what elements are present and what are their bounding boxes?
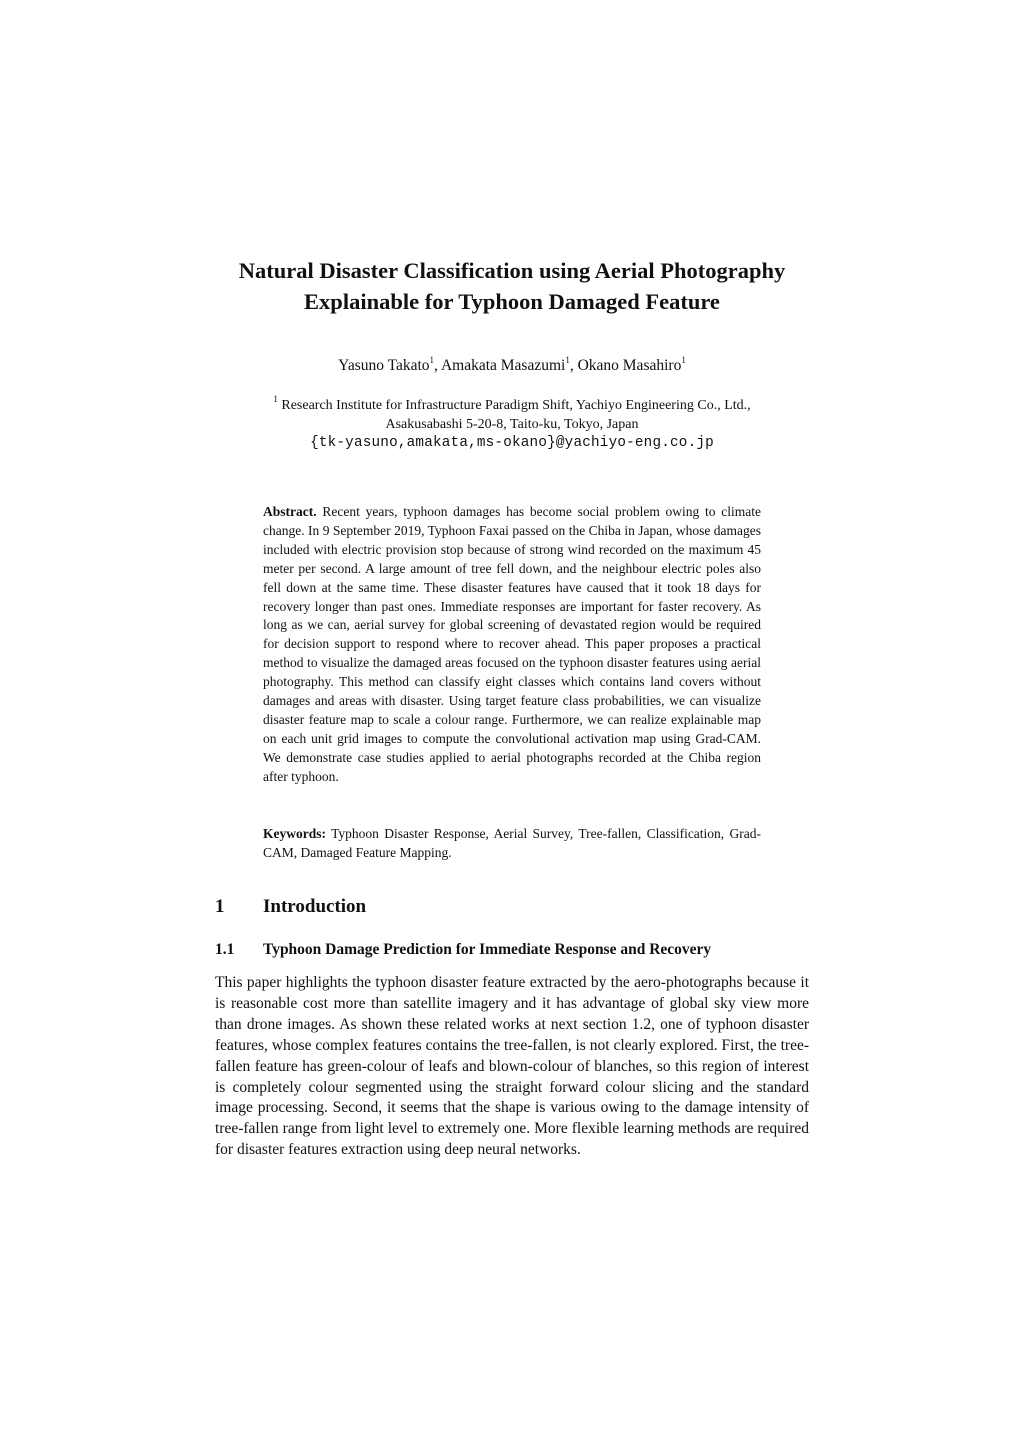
section-heading (215, 895, 366, 919)
section-number: 1 (215, 896, 225, 917)
subsection-number: 1.1 (215, 941, 235, 958)
abstract-text: Recent years, typhoon damages has become social problem owing to climate change. In 9 September 2019, Typhoon Faxai passed on the Chiba in Japan, whose damages included with electric provision stop because of strong wind recorded on the maximum 45 meter per second. A large amount of tree fell down, and the neighbour electric poles also fell down at the same time. These disaster features have caused that it took 18 days for recovery longer than past ones. Immediate responses are important for faster recovery. As long as we can, aerial survey for global screening of devastated region would be required for decision support to respond where to recover ahead. This paper proposes a practical method to visualize the damaged areas focused on the typhoon disaster features using aerial photography. This method can classify eight classes which contains land covers without damages and areas with disaster. Using target feature class probabilities, we can visualize disaster feature map to scale a colour range. Furthermore, we can realize explainable map on each unit grid images to compute the convolutional activation map using Grad-CAM. We demonstrate case studies applied to aerial photographs recorded at the Chiba region after typhoon. (263, 504, 762, 784)
title-line-1: Natural Disaster Classification using Aerial Photography (238, 258, 786, 283)
title-line-2: Explainable for Typhoon Damaged Feature (304, 289, 720, 314)
abstract (263, 503, 761, 787)
subsection-title: Typhoon Damage Prediction for Immediate Response and Recovery (263, 941, 712, 958)
subsection-heading (215, 939, 711, 961)
section-title: Introduction (263, 896, 367, 917)
affiliation-line-1: $^1$ Research Institute for Infrastructure Paradigm Shift, Yachiyo Engineering Co., Ltd., (273, 394, 751, 413)
keywords-text: Typhoon Disaster Response, Aerial Survey, Tree-fallen, Classification, Grad-CAM, Damaged Feature Mapping. (263, 826, 761, 860)
author-list (160, 355, 864, 377)
author-3: Okano Masahiro$^1$ (577, 354, 686, 374)
paper-title (160, 255, 864, 317)
affiliation (160, 396, 864, 453)
keywords (263, 825, 761, 863)
author-1: Yasuno Takato$^1$, (338, 354, 441, 374)
author-2: Amakata Masazumi$^1$, (440, 354, 578, 374)
body-paragraph: This paper highlights the typhoon disaster feature extracted by the aero-photographs because it is reasonable cost more than satellite imagery and it has advantage of global sky view more than drone images. As shown these related works at next section 1.2, one of typhoon disaster features, whose complex features contains the tree-fallen, is not clearly explored. First, the tree-fallen feature has green-colour of leafs and blown-colour of blanches, so this region of interest is completely colour segmented using the straight forward colour slicing and the standard image processing. Second, it seems that the shape is various owing to the damage intensity of tree-fallen range from light level to extremely one. More flexible learning methods are required for disaster features extraction using deep neural networks. (215, 974, 809, 1159)
affiliation-line-2: Asakusabashi 5-20-8, Taito-ku, Tokyo, Japan (385, 417, 639, 432)
abstract-label: Abstract. (263, 504, 317, 519)
author-emails: {tk-yasuno,amakata,ms-okano}@yachiyo-eng.co.jp (310, 435, 714, 451)
keywords-label: Keywords: (263, 826, 326, 841)
